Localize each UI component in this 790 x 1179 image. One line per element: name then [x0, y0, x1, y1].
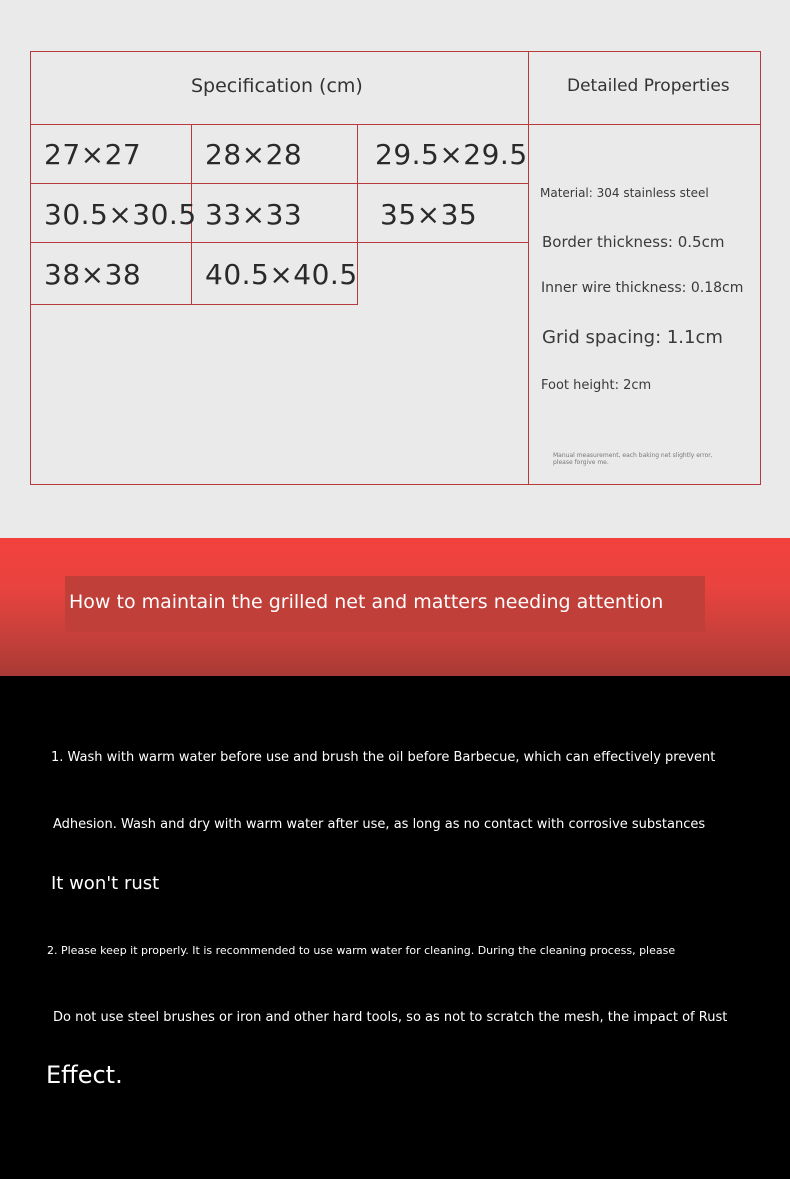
size-cell: 33×33: [205, 198, 303, 231]
maintenance-title: How to maintain the grilled net and matters needing attention: [69, 591, 664, 613]
properties-header: Detailed Properties: [567, 76, 730, 96]
table-divider: [31, 242, 528, 243]
table-divider: [31, 124, 760, 125]
size-cell: 30.5×30.5: [44, 198, 197, 231]
maintenance-line: Do not use steel brushes or iron and other hard tools, so as not to scratch the mesh, the impact of Rust: [53, 1010, 728, 1025]
spec-header: Specification (cm): [191, 75, 363, 97]
table-divider: [31, 183, 528, 184]
size-cell: 29.5×29.5: [375, 138, 528, 171]
property-material: Material: 304 stainless steel: [540, 186, 709, 200]
size-cell: 35×35: [380, 198, 478, 231]
maintenance-line: Effect.: [46, 1061, 123, 1089]
size-cell: 27×27: [44, 138, 142, 171]
property-grid: Grid spacing: 1.1cm: [542, 327, 723, 348]
size-cell: 38×38: [44, 258, 142, 291]
property-border: Border thickness: 0.5cm: [542, 233, 725, 251]
table-divider: [528, 52, 529, 484]
maintenance-line: Adhesion. Wash and dry with warm water after use, as long as no contact with corrosive substances: [53, 817, 706, 832]
maintenance-line: 2. Please keep it properly. It is recommended to use warm water for cleaning. During the cleaning process, please: [47, 944, 676, 957]
property-inner-wire: Inner wire thickness: 0.18cm: [541, 280, 744, 296]
maintenance-line: It won't rust: [51, 873, 160, 894]
size-cell: 40.5×40.5: [205, 258, 358, 291]
size-cell: 28×28: [205, 138, 303, 171]
measurement-note: Manual measurement, each baking net slightly error, please forgive me.: [553, 452, 713, 466]
maintenance-line: 1. Wash with warm water before use and brush the oil before Barbecue, which can effectively prevent: [51, 750, 716, 765]
table-divider: [31, 304, 358, 305]
property-foot: Foot height: 2cm: [541, 378, 652, 393]
